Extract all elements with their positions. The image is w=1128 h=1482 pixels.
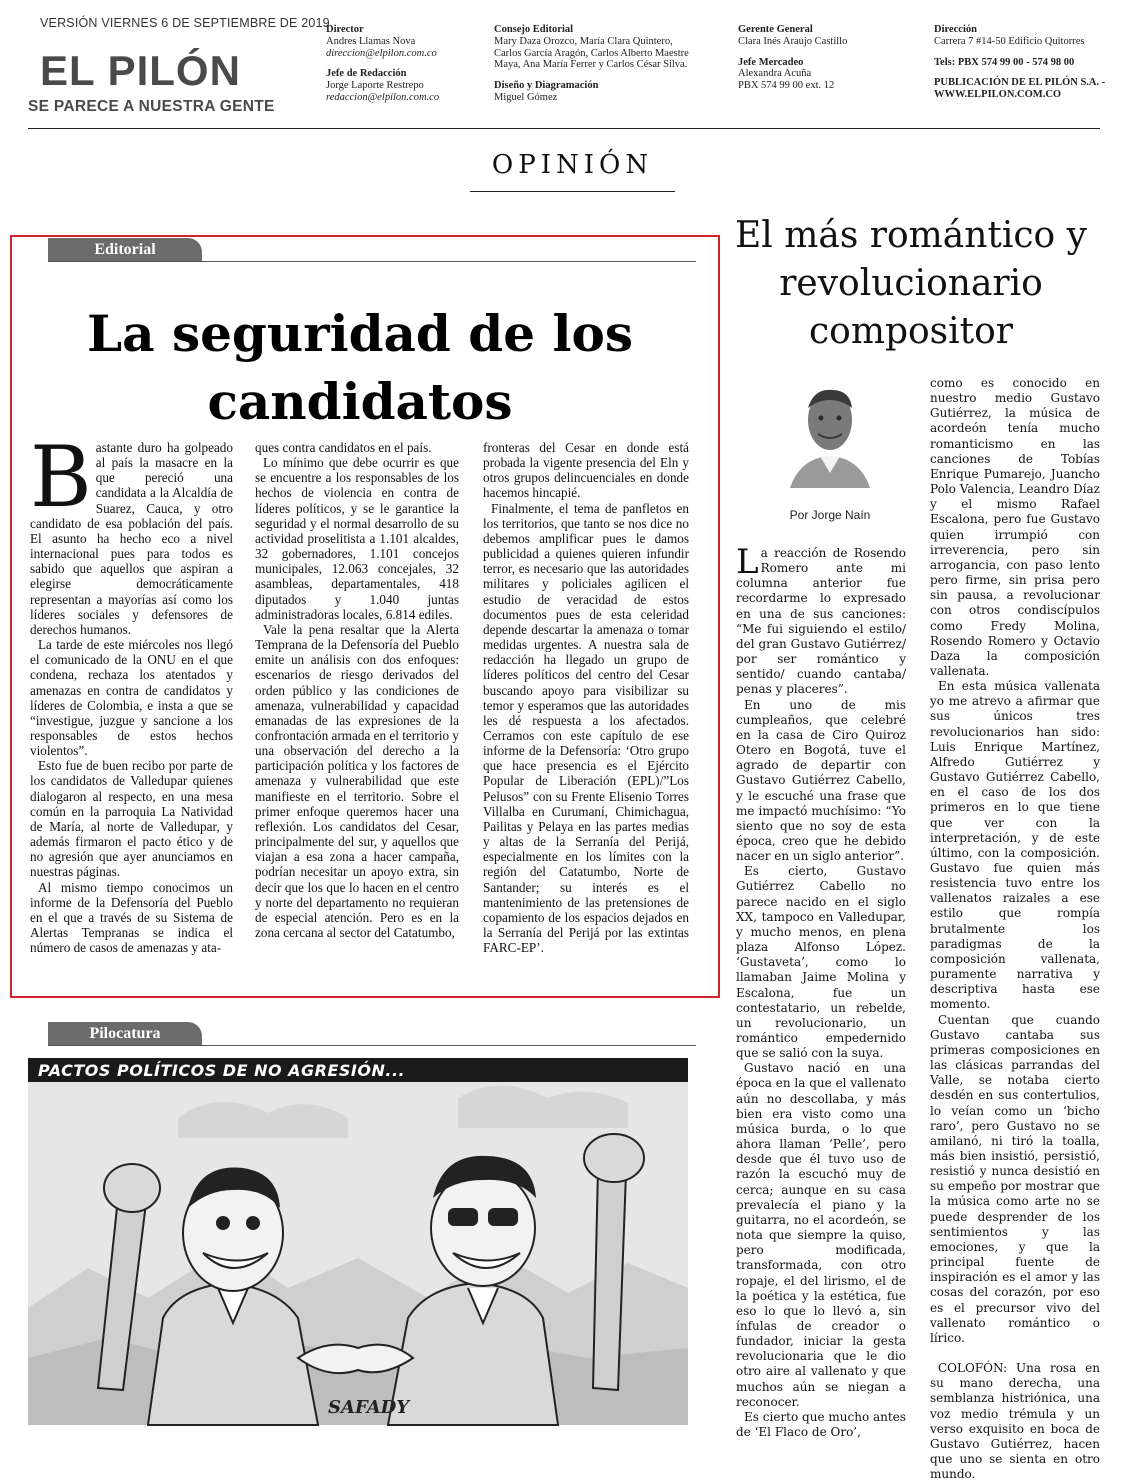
paragraph: En uno de mis cumpleaños, que celebré en la casa de Ciro Quiroz Otero en Bogotá, tuve el agrado de departir con Gustavo Gutiérrez Cabello, y le escuché una frase que me impactó muchísimo: “Yo siento que no soy de esta época, creo que he debido nacer en un siglo anterior”. — [736, 697, 906, 864]
paragraph: COLOFÓN: Una rosa en su mano derecha, una semblanza histriónica, una voz medio trémula y un verso exquisito en boca de Gustavo Gutiérrez, hacen que uno se sienta en otro mundo. — [930, 1361, 1100, 1482]
staff-consejo-block — [494, 24, 716, 104]
consejo-label: Consejo Editorial — [494, 24, 574, 35]
staff-director-block — [326, 24, 486, 104]
editorial-tab-rule — [48, 261, 696, 262]
cartoon-banner-text: PACTOS POLÍTICOS DE NO AGRESIÓN... — [38, 1061, 406, 1080]
paragraph: Lo mínimo que debe ocurrir es que se encuentre a los responsables de los hechos de violencia en contra de líderes políticos, y se le garantice la seguridad y el normal desarrollo de su actividad proselitista a 1.101 alcaldes, 32 gobernadores, 1.101 concejos municipales, 12.063 concejales, 32 asambleas, departamentales, 418 diputados y 1.040 juntas administradoras locales, 6.814 ediles. — [255, 455, 459, 622]
director-label: Director — [326, 24, 364, 35]
mercadeo-phone: PBX 574 99 00 ext. 12 — [738, 80, 835, 92]
paragraph: Vale la pena resaltar que la Alerta Temprana de la Defensoría del Pueblo emite un análisis con dos enfoques: escenarios de riesgo derivados del orden público y las condiciones de amenaza, vulnerabilidad y capacidad emanadas de las expresiones de la confrontación armada en el territorio y una observación del derecho a la participación política y los factores de amenaza y vulnerabilidad que este manifieste en el territorio. Sobre el primer enfoque queremos hacer una reflexión. Los candidatos del Cesar, principalmente del sur, y aquellos que viajan a esa zona a hacer campaña, podrían necesitar un apoyo extra, sin decir que los que lo hacen en el centro y norte del departamento no requieran de especial atención. Pero es en la zona cercana al sector del Catatumbo, — [255, 621, 459, 940]
paragraph: a reacción de Rosendo Romero ante mi columna anterior fue recordarme lo expresado en una de sus canciones: “Me fui siguiendo el estilo/ del gran Gustavo Gutiérrez/ por ser romántico y sentido/ cuando cantaba/ penas y placeres”. — [736, 546, 906, 697]
paragraph: Gustavo nació en una época en la que el vallenato aún no descollaba, y más bien era visto como una música burda, o lo que ahora llaman ‘Pelle’, pero desde que él tuvo uso de razón la escuchó muy de cerca; aunque en su casa prevalecía el piano y la guitarra, no el acordeón, se nota que siempre la quiso, pero modificada, transformada, con otro ropaje, el del lirismo, el de la poética y la estética, fue eso lo que lo llevó a, sin ínfulas de creador o fundador, iniciar la gesta revolucionaria que le dio otro aire al vallenato y que muchos aún se niegan a reconocer. — [736, 1061, 906, 1409]
opinion-column-2 — [930, 376, 1100, 1482]
diseno-name: Miguel Gómez — [494, 91, 558, 103]
political-cartoon — [28, 1058, 688, 1425]
paragraph: Finalmente, el tema de panfletos en los territorios, que tanto se nos dice no debemos amplificar pues le damos publicidad a quienes quieren infundir terror, es necesario que las autoridades militares y policiales agilicen el estudio de veracidad de estos documentos pues de esta celeridad depende descartar la amenaza o tomar medidas urgentes. A nuestra sala de redacción ha llegado un grupo de líderes políticos del centro del Cesar buscando apoyo para visibilizar su temor y esperamos que las autoridades les dé respuesta a los afectados. Cerramos con este capítulo de ese informe de la Defensoría: ‘Otro grupo que hace presencia es el Ejército Popular de Liberación (EPL)/”Los Pelusos” con su Frente Elisenio Torres Villalba en Curumaní, Chimichagua, Pailitas y Pelaya en las partes medias y altas de la Serranía del Perijá, especialmente en los límites con la región del Catatumbo, Norte de Santander; su interés es el mantenimiento de las pretensiones de copamiento de los espacios dejados en la Serranía del Perijá por las extintas FARC-EP’. — [483, 500, 689, 956]
paragraph: astante duro ha golpeado al país la masacre en la que pereció una candidata a la Alcaldía de Suarez, Cauca, y otro candidato de esa población del país. El asunto ha hecho eco a nivel internacional pues para todos es sabido que aquellos que aspiran a elegirse democráticamente representan a mayorías así como los líderes sociales y defensores de derechos humanos. — [30, 440, 233, 637]
cartoonist-signature: SAFADY — [328, 1397, 410, 1418]
gerente-label: Gerente General — [738, 24, 813, 35]
editorial-tab: Editorial — [48, 238, 202, 262]
section-title: OPINIÓN — [491, 150, 654, 180]
paragraph: Es cierto, Gustavo Gutiérrez Cabello no parece nacido en el siglo XX, tampoco en Valledupar, y mucho menos, en plena plaza Alfonso López. ‘Gustaveta’, como lo llamaban Jaime Molina y Escalona, fue un contestatario, un rebelde, un revolucionario, un romántico empedernido que se salió con la suya. — [736, 864, 906, 1061]
diseno-label: Diseño y Diagramación — [494, 80, 599, 92]
director-email: direccion@elpilon.com.co — [326, 47, 437, 59]
paragraph: Es cierto que mucho antes de ‘El Flaco de Oro’, — [736, 1409, 906, 1440]
paragraph: En esta música vallenata yo me atrevo a afirmar que sus únicos tres revolucionarios han sido: Luis Enrique Martínez, Alfredo Gutiérrez y Gustavo Gutiérrez Cabello, en el caso de los dos primeros en lo que tiene que ver con la interpretación, y de este último, con la composición. Gustavo fue quien más resistencia tuvo entre los vallenatos raizales a ese estilo que rompía brutalmente los paradigmas de la composición vallenata, puramente narrativa y descriptiva hasta ese momento. — [930, 679, 1100, 1012]
consejo-line: Mary Daza Orozco, María Clara Quintero, — [494, 35, 673, 47]
consejo-line: Carlos García Aragón, Carlos Alberto Maestre — [494, 47, 689, 59]
staff-direccion-block — [934, 24, 1114, 101]
pilocatura-tab-rule — [48, 1045, 696, 1046]
opinion-headline: El más romántico y revolucionario compositor — [734, 215, 1088, 352]
paragraph: Cuentan que cuando Gustavo cantaba sus primeras composiciones en las clásicas parrandas del Valle, se notaba cierto desdén en sus contertulios, lo veían como un ‘bicho raro’, pero Gustavo no se amilanó, ni tiró la toalla, más bien insistió, persistió, resistió y nunca desistió en su empeño por mostrar que la música como arte no se puede desprender de los sentimientos y las emociones, y que la principal fuente de inspiración es el amor y las cosas del corazón, por eso es el precursor vivo del vallenato romántico o lírico. — [930, 1012, 1100, 1345]
author-photo — [780, 378, 880, 488]
paragraph: Esto fue de buen recibo por parte de los candidatos de Valledupar quienes dialogaron al respecto, en una mesa común en la parroquia La Natividad de María, al norte de Valledupar, y además firmaron el pacto ético y de no agresión que ayer anunciamos en nuestras páginas. — [30, 758, 233, 880]
paragraph: Al mismo tiempo conocimos un informe de la Defensoría del Pueblo en el que a través de su Sistema de Alertas Tempranas se indica el número de casos de amenazas y ata- — [30, 879, 233, 956]
mercadeo-name: Alexandra Acuña — [738, 68, 812, 80]
section-rule — [470, 191, 675, 192]
edition-date: VERSIÓN VIERNES 6 DE SEPTIEMBRE DE 2019 — [40, 16, 330, 30]
jefe-redaccion-email: redaccion@elpilon.com.co — [326, 91, 440, 103]
gerente-name: Clara Inés Araujo Castillo — [738, 35, 848, 47]
publicacion: PUBLICACIÓN DE EL PILÓN S.A. - — [934, 77, 1106, 89]
staff-gerencia-block — [738, 24, 908, 92]
paragraph — [930, 1346, 1100, 1361]
telefonos: Tels: PBX 574 99 00 - 574 98 00 — [934, 56, 1075, 68]
masthead-rule — [28, 128, 1100, 129]
paragraph: como es conocido en nuestro medio Gustavo Gutiérrez, la música de acordeón tenía mucho romanticismo en las canciones de Tobías Enrique Pumarejo, Juancho Polo Valencia, Leandro Díaz y el mismo Rafael Escalona, pero fue Gustavo quien irrumpió con irreverencia, pero sin arrogancia, con paso lento pero firme, sin prisa pero sin pausa, a revolucionar con otros condiscípulos como Fredy Molina, Rosendo Romero y Octavio Daza la composición vallenata. — [930, 376, 1100, 678]
jefe-redaccion-name: Jorge Laporte Restrepo — [326, 80, 424, 92]
opinion-dropcap: L — [736, 542, 759, 582]
newspaper-slogan: SE PARECE A NUESTRA GENTE — [28, 98, 275, 115]
jefe-redaccion-label: Jefe de Redacción — [326, 68, 407, 80]
consejo-line: Maya, Ana María Ferrer y Carlos César Silva. — [494, 59, 688, 71]
editorial-column-3 — [483, 440, 689, 977]
paragraph: fronteras del Cesar en donde está probada la vigente presencia del Eln y otros grupos delincuenciales en donde hacemos hincapié. — [483, 440, 689, 501]
author-byline: Por Jorge Naín — [789, 508, 871, 522]
editorial-column-2 — [255, 440, 459, 977]
paragraph: La tarde de este miércoles nos llegó el comunicado de la ONU en el que condena, rechaza los atentados y amenazas en contra de candidatos y líderes de Colombia, e insta a que se “investigue, juzgue y sancione a los responsables de estos hechos violentos”. — [30, 637, 233, 759]
editorial-headline: La seguridad de los candidatos — [87, 304, 633, 431]
pilocatura-tab: Pilocatura — [48, 1022, 202, 1046]
opinion-column-1 — [736, 542, 906, 1440]
director-name: Andres Llamas Nova — [326, 35, 416, 47]
editorial-column-1 — [30, 428, 233, 977]
mercadeo-label: Jefe Mercadeo — [738, 56, 804, 68]
website[interactable]: WWW.ELPILON.COM.CO — [934, 89, 1062, 101]
newspaper-logo: EL PILÓN — [40, 47, 241, 94]
direccion-value: Carrera 7 #14-50 Edificio Quitorres — [934, 35, 1085, 47]
editorial-dropcap: B — [30, 428, 92, 526]
direccion-label: Dirección — [934, 24, 977, 35]
paragraph: ques contra candidatos en el país. — [255, 440, 432, 455]
